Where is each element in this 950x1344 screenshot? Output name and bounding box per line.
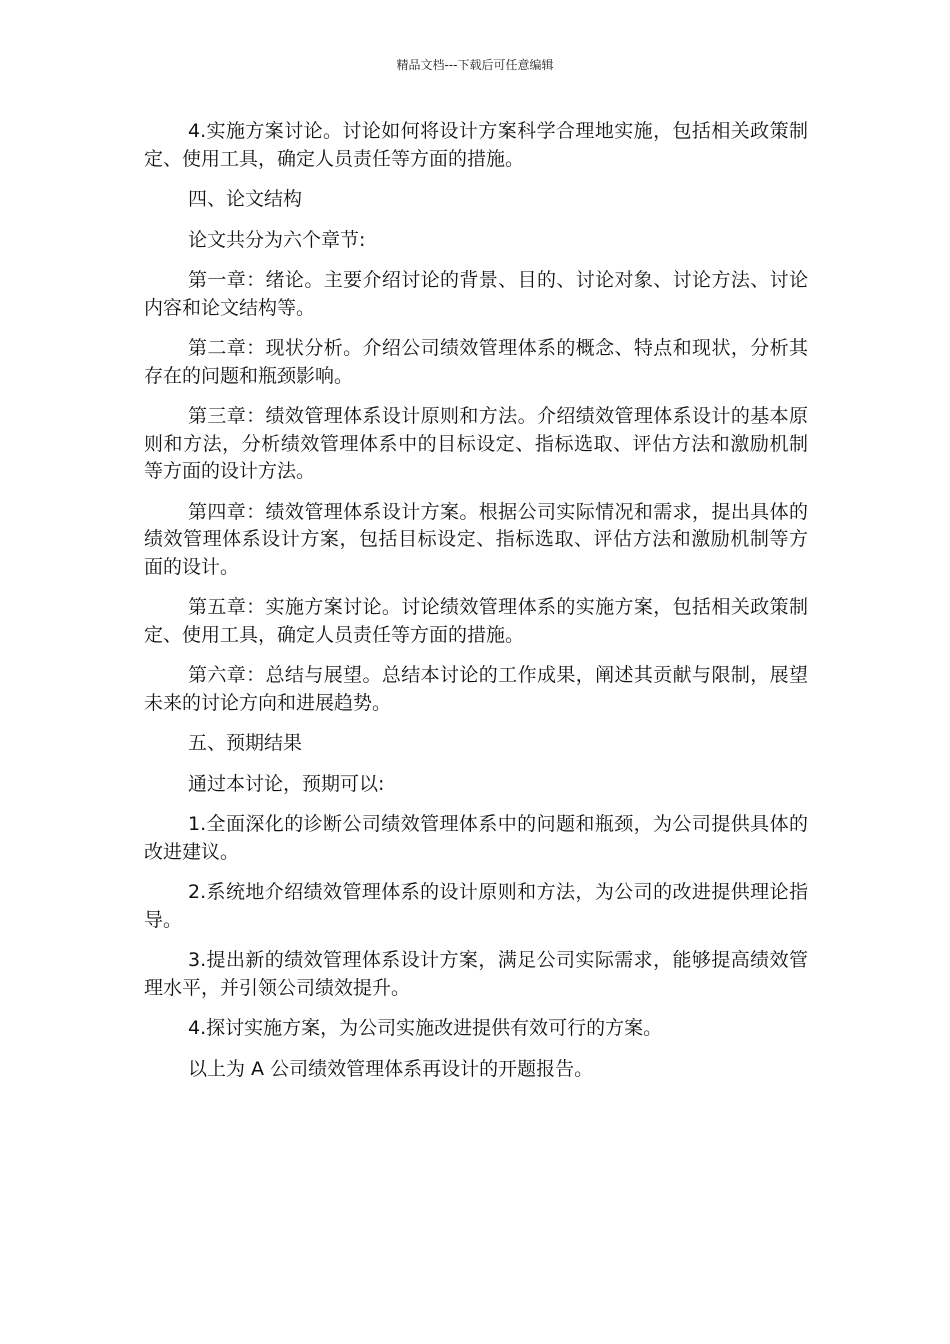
paragraph-implementation-discussion: 4.实施方案讨论。讨论如何将设计方案科学合理地实施，包括相关政策制定、使用工具，确定人员责任等方面的措施。	[144, 120, 808, 170]
document-body	[144, 118, 808, 1096]
page-header: 精品文档---下载后可任意编辑	[396, 58, 554, 72]
paragraph-chapter-6: 第六章：总结与展望。总结本讨论的工作成果，阐述其贡献与限制，展望未来的讨论方向和进展趋势。	[144, 664, 808, 714]
paragraph-chapter-3: 第三章：绩效管理体系设计原则和方法。介绍绩效管理体系设计的基本原则和方法，分析绩效管理体系中的目标设定、指标选取、评估方法和激励机制等方面的设计方法。	[144, 405, 808, 482]
paragraph-expected-2: 2.系统地介绍绩效管理体系的设计原则和方法，为公司的改进提供理论指导。	[144, 881, 808, 931]
paragraph-expected-4: 4.探讨实施方案，为公司实施改进提供有效可行的方案。	[188, 1017, 663, 1039]
paragraph-chapter-1: 第一章：绪论。主要介绍讨论的背景、目的、讨论对象、讨论方法、讨论内容和论文结构等。	[144, 269, 808, 319]
paragraph-chapter-4: 第四章：绩效管理体系设计方案。根据公司实际情况和需求，提出具体的绩效管理体系设计方案，包括目标设定、指标选取、评估方法和激励机制等方面的设计。	[144, 500, 808, 578]
paragraph-conclusion: 以上为 A 公司绩效管理体系再设计的开题报告。	[188, 1057, 594, 1080]
paragraph-chapter-overview: 论文共分为六个章节:	[188, 228, 366, 251]
paragraph-expected-3: 3.提出新的绩效管理体系设计方案，满足公司实际需求，能够提高绩效管理水平，并引领公司绩效提升。	[144, 949, 808, 999]
paragraph-expected-1: 1.全面深化的诊断公司绩效管理体系中的问题和瓶颈，为公司提供具体的改进建议。	[144, 813, 808, 863]
paragraph-chapter-5: 第五章：实施方案讨论。讨论绩效管理体系的实施方案，包括相关政策制定、使用工具，确定人员责任等方面的措施。	[144, 596, 808, 646]
section-heading-thesis-structure: 四、论文结构	[188, 188, 303, 210]
paragraph-expected-intro: 通过本讨论，预期可以:	[188, 772, 385, 795]
section-heading-expected-results: 五、预期结果	[188, 732, 303, 754]
paragraph-chapter-2: 第二章：现状分析。介绍公司绩效管理体系的概念、特点和现状，分析其存在的问题和瓶颈影响。	[144, 337, 808, 387]
